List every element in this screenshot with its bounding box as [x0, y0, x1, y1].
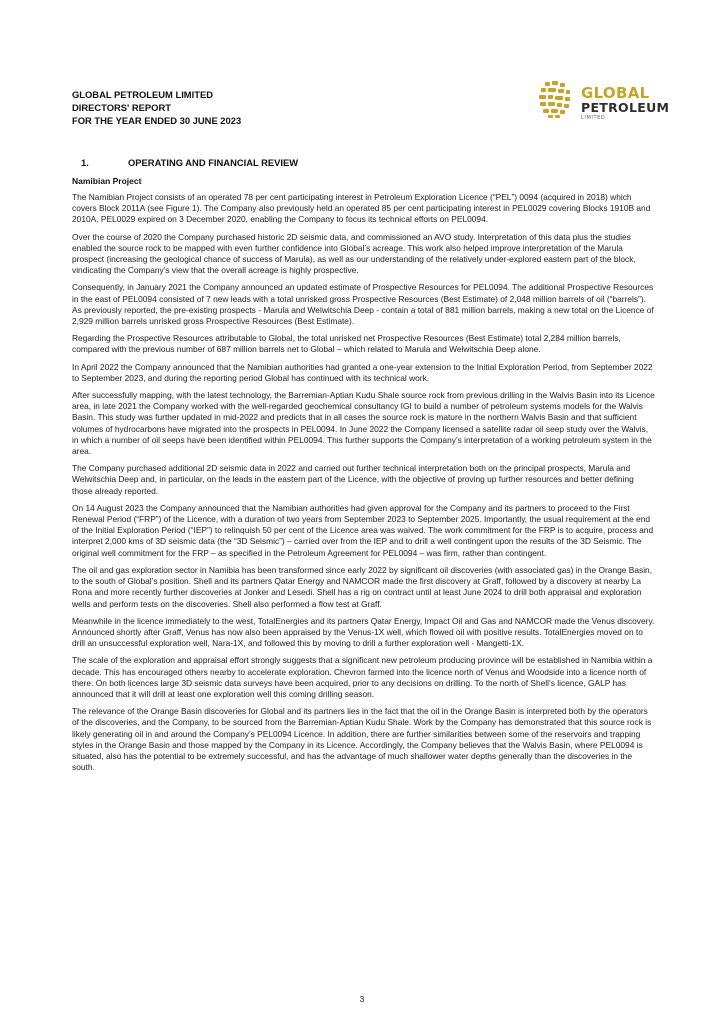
- paragraph: Over the course of 2020 the Company purchased historic 2D seismic data, and commissioned an AVO study. Interpretation of this data plus the studies enabled the source rock to be mapped with even further confidence into Global’s acreage. This work also helped improve interpretation of the Marula prospect (increasing the geological chance of success of Marula), as well as our understanding of the relatively under-explored eastern part of the block, vindicating the Company’s view that the overall acreage is highly prospective.: [72, 231, 636, 276]
- section-heading: [72, 157, 652, 168]
- report-header: [72, 88, 241, 127]
- paragraph: In April 2022 the Company announced that the Namibian authorities had granted a one-year extension to the Initial Exploration Period, from September 2022 to September 2023, and during the reporting period Global has continued with its technical work.: [72, 361, 653, 383]
- body-text: [72, 192, 656, 779]
- global-petroleum-logo: [536, 78, 676, 128]
- logo-word-limited: LIMITED: [581, 115, 606, 121]
- subheading-namibian-project: Namibian Project: [72, 176, 142, 186]
- paragraph: The oil and gas exploration sector in Namibia has been transformed since early 2022 by significant oil discoveries (with associated gas) in the Orange Basin, to the south of Global’s position. Shell and its partners Qatar Energy and NAMCOR made the first discovery at Graff, followed by a discovery at nearby La Rona and more recently further discoveries at Jonker and Lesedi. Shell has a rig on contract until at least June 2024 to drill both appraisal and exploration wells and perform tests on the discoveries. Shell also performed a flow test at Graff.: [72, 564, 653, 609]
- company-name: GLOBAL PETROLEUM LIMITED: [72, 89, 213, 100]
- page-number: 3: [359, 994, 365, 1004]
- paragraph: Consequently, in January 2021 the Company announced an updated estimate of Prospective Resources for PEL0094. The additional Prospective Resources in the east of PEL0094 consisted of 7 new leads with a total unrisked gross Prospective Resources (Best Estimate) of 2,048 million barrels of oil (“barrels”). As previously reported, the pre-existing prospects - Marula and Welwitschia Deep - contain a total of 881 million barrels, making a new total on the Licence of 2,929 million barrels unrisked gross Prospective Resources (Best Estimate).: [72, 282, 654, 327]
- paragraph: The relevance of the Orange Basin discoveries for Global and its partners lies in the fact that the oil in the Orange Basin is interpreted both by the operators of the discoveries, and the Company, to be sourced from the Barremian-Aptian Kudu Shale. Work by the Company has demonstrated that this source rock is likely generating oil in and around the Company’s PEL0094 Licence. In addition, there are further similarities between some of the reservoirs and trapping styles in the Orange Basin and those mapped by the Company in its Licence. Accordingly, the Company believes that the Walvis Basin, where PEL0094 is situated, also has the potential to be extremely successful, and has the advantage of much shallower water depths generally than the discoveries in the south.: [72, 706, 652, 773]
- section-title: OPERATING AND FINANCIAL REVIEW: [128, 157, 299, 168]
- report-period: FOR THE YEAR ENDED 30 JUNE 2023: [72, 115, 242, 126]
- paragraph: The scale of the exploration and appraisal effort strongly suggests that a significant new petroleum producing province will be established in Namibia within a decade. This has encouraged others nearby to accelerate exploration. Chevron farmed into the licence north of Venus and Woodside into a licence north of there. On both licences large 3D seismic data surveys have been acquired, prior to any decisions on drilling. To the north of Shell’s licence, GALP has announced that it will drill at least one exploration well this coming drilling season.: [72, 655, 653, 699]
- logo-word-petroleum: PETROLEUM: [581, 100, 670, 115]
- report-title: DIRECTORS' REPORT: [72, 102, 171, 113]
- paragraph: On 14 August 2023 the Company announced that the Namibian authorities had given approval for the Company and its partners to proceed to the First Renewal Period (“FRP”) of the Licence, with a duration of two years from September 2023 to September 2025. Importantly, the usual requirement at the end of the Initial Exploration Period (“IEP”) to relinquish 50 per cent of the Licence area was waived. The work commitment for the FRP is to acquire, process and interpret 2,000 kms of 3D seismic data (the “3D Seismic”) – carried over from the IEP and to drill a well contingent upon the results of the 3D Seismic. The original well commitment for the FRP – as specified in the Petroleum Agreement for PEL0094 – was firm, rather than contingent.: [72, 502, 654, 558]
- logo-word-global: GLOBAL: [581, 84, 650, 102]
- paragraph: The Namibian Project consists of an operated 78 per cent participating interest in Petroleum Exploration Licence (“PEL”) 0094 (acquired in 2018) which covers Block 2011A (see Figure 1). The Company also previously held an operated 85 per cent participating interest in PEL0029 covering Blocks 1910B and 2010A. PEL0029 expired on 3 December 2020, enabling the Company to focus its technical efforts on PEL0094.: [72, 192, 651, 225]
- paragraph: Meanwhile in the licence immediately to the west, TotalEnergies and its partners Qatar Energy, Impact Oil and Gas and NAMCOR made the Venus discovery. Announced shortly after Graff, Venus has now also been appraised by the Venus-1X well, which flowed oil with positive results. TotalEnergies moved on to drill an unsuccessful exploration well, Nara-1X, and followed this by moving to drill a further exploration well - Mangetti-1X.: [72, 615, 655, 649]
- paragraph: The Company purchased additional 2D seismic data in 2022 and carried out further technical interpretation both on the principal prospects, Marula and Welwitschia Deep and, in particular, on the leads in the eastern part of the Licence, with the objective of proving up further resources and better defining those already reported.: [72, 463, 634, 496]
- paragraph: After successfully mapping, with the latest technology, the Barremian-Aptian Kudu Shale source rock from previous drilling in the Walvis Basin into its Licence area, in late 2021 the Company worked with the well-regarded geochemical consultancy IGI to build a number of petroleum systems models for the Walvis Basin. This study was further updated in mid-2022 and predicts that in all cases the source rock is mature in the northern Walvis Basin and that sufficient volumes of hydrocarbons have migrated into the prospects in PEL0094. In June 2022 the Company licensed a satellite radar oil seep study over the Walvis, in which a number of oil seeps have been identified within PEL0094. This further supports the Company’s interpretation of a working petroleum system in the area.: [72, 390, 655, 457]
- section-number: 1.: [81, 157, 89, 168]
- globe-icon: [536, 78, 576, 122]
- paragraph: Regarding the Prospective Resources attributable to Global, the total unrisked net Prospective Resources (Best Estimate) total 2,284 million barrels, compared with the previous number of 687 million barrels net to Global – which related to Marula and Welwitschia Deep alone.: [72, 333, 621, 355]
